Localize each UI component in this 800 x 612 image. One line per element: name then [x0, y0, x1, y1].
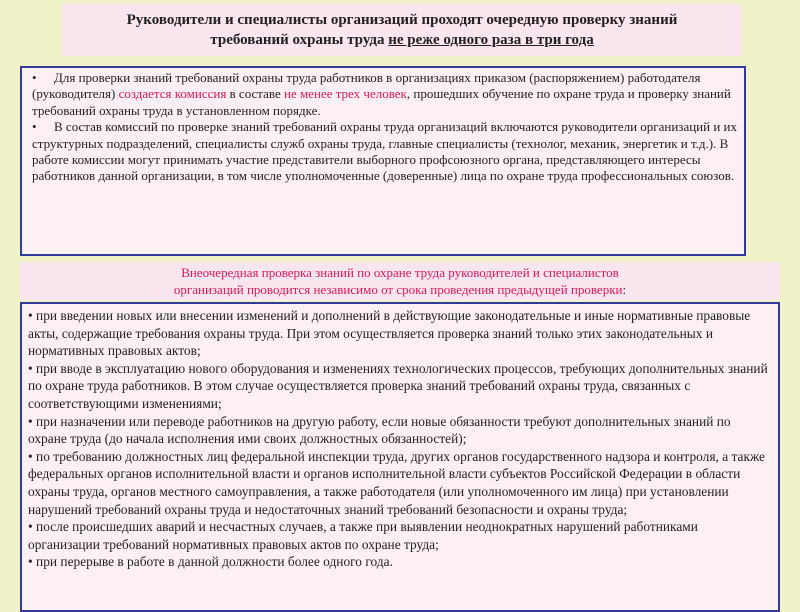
title-line-2-start: требований охраны труда: [210, 32, 389, 48]
commission-info-box: [20, 66, 746, 256]
heading-colon: :: [622, 282, 627, 297]
commission-paragraph-1: [32, 70, 738, 119]
p1-highlight-commission: создается комиссия: [118, 86, 227, 102]
heading-line-1: Внеочередная проверка знаний по охране труда руководителей и специалистов: [181, 265, 619, 280]
title-period-emphasis: не реже одного раза в три года: [388, 32, 594, 48]
p1-highlight-members: не менее трех человек: [284, 86, 407, 102]
title-line-2: [62, 30, 742, 50]
p1-text-b: в составе: [226, 86, 284, 102]
list-item: • при введении новых или внесении изменений и дополнений в действующие законодательные и иные нормативные правовые акты, содержащие требования охраны труда. При этом осуществляется проверка знаний только этих законодательных и нормативных правовых актов;: [28, 308, 751, 359]
extraordinary-check-heading: [20, 262, 780, 300]
commission-paragraph-2: [32, 119, 738, 185]
extraordinary-check-list: [20, 302, 780, 612]
list-item: • при назначении или переводе работников на другую работу, если новые обязанности требуют дополнительных знаний по охране труда (до начала исполнения ими своих должностных обязанностей);: [28, 413, 731, 447]
bullet: •: [32, 119, 37, 135]
list-item: • после происшедших аварий и несчастных случаев, а также при выявлении неоднократных нарушений работниками организации требований нормативных правовых актов по охране труда;: [28, 519, 698, 552]
p1-text-a: Для проверки знаний требований охраны труда работников в организациях приказом (распоряжением) работодателя (руководителя): [32, 70, 701, 102]
list-item: • по требованию должностных лиц федеральной инспекции труда, других органов государственного надзора и контроля, а также федеральных органов исполнительной власти и органов исполнительной власти субъектов Российской Федерации в области охраны труда, органов местного самоуправления, а также работодателя (или уполномоченного им лица) при установлении нарушений требований охраны труда и недостаточных знаний требований безопасности и охраны труда;: [28, 448, 765, 517]
p1-text-c: , прошедших обучение по охране труда и проверку знаний требований охраны труда в установленном порядке.: [32, 86, 731, 118]
title-line-1: Руководители и специалисты организаций проходят очередную проверку знаний: [126, 12, 678, 28]
bullet: •: [32, 70, 37, 85]
list-item: • при перерыве в работе в данной должности более одного года.: [28, 554, 393, 570]
slide-title: [62, 4, 742, 56]
heading-line-2: [20, 281, 780, 298]
p2-text: В состав комиссий по проверке знаний требований охраны труда организаций включаются руководители организаций и их структурных подразделений, специалисты служб охраны труда, главные специалисты (технолог, механик, энергетик и т.д.). В работе комиссии могут принимать участие представители выборного профсоюзного органа, представляющего интересы работников данной организации, в том числе уполномоченные (доверенные) лица по охране труда профессиональных союзов.: [32, 119, 737, 184]
heading-line-2-text: организаций проводится независимо от срока проведения предыдущей проверки: [173, 282, 623, 297]
list-item: • при вводе в эксплуатацию нового оборудования и изменениях технологических процессов, требующих дополнительных знаний по охране труда работников. В этом случае осуществляется проверка знаний требований охраны труда, связанных с соответствующими изменениями;: [28, 360, 768, 411]
